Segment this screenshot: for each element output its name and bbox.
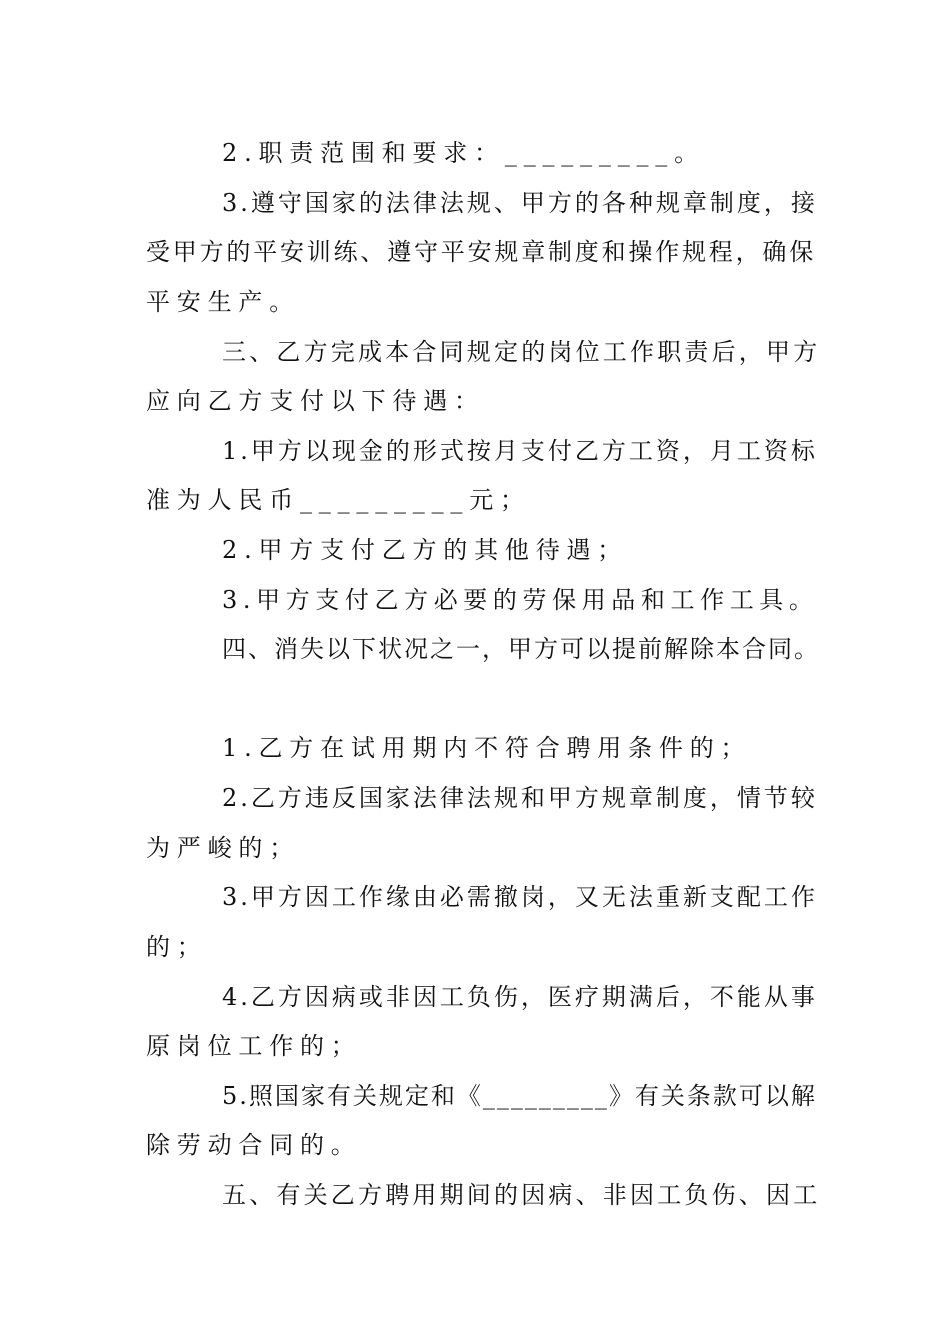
paragraph-line: 准为人民币_________元；	[146, 486, 531, 514]
paragraph-line: 为严峻的；	[146, 834, 300, 862]
paragraph-line: 除劳动合同的。	[146, 1131, 362, 1159]
paragraph-line: 原岗位工作的；	[146, 1032, 362, 1060]
paragraph-line: 的；	[146, 933, 208, 961]
paragraph-line: 3.甲方支付乙方必要的劳保用品和工作工具。	[222, 586, 819, 614]
paragraph-line: 1.甲方以现金的形式按月支付乙方工资，月工资标	[222, 437, 818, 465]
paragraph-line: 五、有关乙方聘用期间的因病、非因工负伤、因工	[222, 1181, 821, 1209]
paragraph-line: 2.职责范围和要求：_________。	[222, 139, 705, 167]
paragraph-line: 三、乙方完成本合同规定的岗位工作职责后，甲方	[222, 338, 821, 366]
paragraph-line: 4.乙方因病或非因工负伤，医疗期满后，不能从事	[222, 983, 818, 1011]
paragraph-line: 1.乙方在试用期内不符合聘用条件的；	[222, 734, 752, 762]
paragraph-line: 3.甲方因工作缘由必需撤岗，又无法重新支配工作	[222, 883, 818, 911]
paragraph-line: 受甲方的平安训练、遵守平安规章制度和操作规程，确保	[146, 238, 816, 266]
paragraph-line: 2.甲方支付乙方的其他待遇；	[222, 536, 629, 564]
paragraph-line: 平安生产。	[146, 288, 300, 316]
paragraph-line: 2.乙方违反国家法律法规和甲方规章制度，情节较	[222, 784, 818, 812]
paragraph-line: 四、消失以下状况之一，甲方可以提前解除本合同。	[222, 635, 820, 663]
paragraph-line: 3.遵守国家的法律法规、甲方的各种规章制度，接	[222, 189, 818, 217]
paragraph-line: 5.照国家有关规定和《_________》有关条款可以解	[222, 1082, 817, 1110]
paragraph-line: 应向乙方支付以下待遇：	[146, 387, 485, 415]
